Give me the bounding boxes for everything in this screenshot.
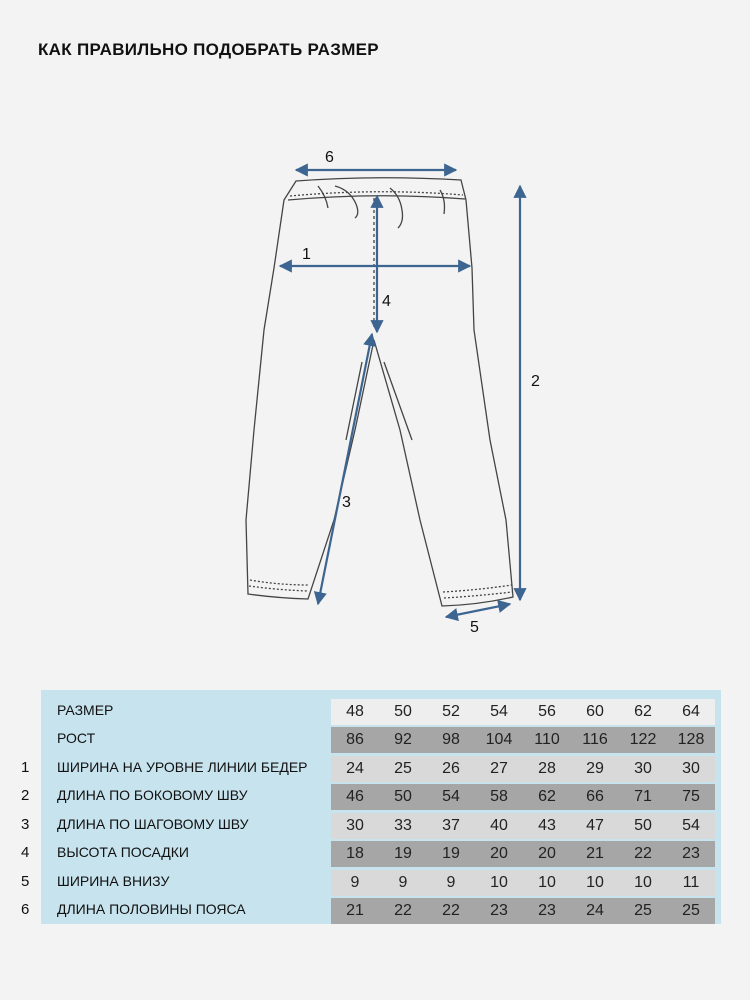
table-cell: 37: [427, 813, 475, 839]
table-cell: 60: [571, 699, 619, 725]
label-4: 4: [382, 293, 391, 310]
table-cell: 21: [571, 841, 619, 867]
table-cell: 43: [523, 813, 571, 839]
row-label: ДЛИНА ПОЛОВИНЫ ПОЯСА: [57, 901, 246, 917]
label-1: 1: [302, 246, 311, 263]
pants-outline: [246, 178, 513, 606]
table-cell: 20: [523, 841, 571, 867]
table-row: [21, 895, 721, 924]
table-cell: 50: [379, 784, 427, 810]
table-cell: 66: [571, 784, 619, 810]
size-table: [21, 690, 721, 924]
table-cell: 10: [523, 870, 571, 896]
row-cells: [331, 813, 715, 839]
table-cell: 9: [427, 870, 475, 896]
page-title: КАК ПРАВИЛЬНО ПОДОБРАТЬ РАЗМЕР: [38, 40, 379, 59]
table-cell: 40: [475, 813, 523, 839]
table-cell: 56: [523, 699, 571, 725]
arrow-inseam: [318, 334, 372, 604]
table-row: [21, 753, 721, 782]
table-cell: 30: [619, 756, 667, 782]
table-cell: 22: [427, 898, 475, 924]
table-cell: 122: [619, 727, 667, 753]
label-5: 5: [470, 619, 479, 636]
table-cell: 30: [331, 813, 379, 839]
row-label: ШИРИНА НА УРОВНЕ ЛИНИИ БЕДЕР: [57, 759, 308, 775]
table-cell: 21: [331, 898, 379, 924]
table-cell: 47: [571, 813, 619, 839]
table-cell: 98: [427, 727, 475, 753]
table-cell: 52: [427, 699, 475, 725]
row-number: 3: [21, 816, 30, 833]
row-cells: [331, 727, 715, 753]
table-cell: 22: [619, 841, 667, 867]
row-number: 6: [21, 901, 30, 918]
table-cell: 64: [667, 699, 715, 725]
label-2: 2: [531, 373, 540, 390]
table-cell: 28: [523, 756, 571, 782]
row-label: ДЛИНА ПО БОКОВОМУ ШВУ: [57, 787, 248, 803]
table-cell: 30: [667, 756, 715, 782]
table-cell: 75: [667, 784, 715, 810]
table-cell: 46: [331, 784, 379, 810]
row-cells: [331, 898, 715, 924]
table-cell: 10: [619, 870, 667, 896]
table-row: [41, 696, 721, 725]
table-cell: 50: [619, 813, 667, 839]
table-cell: 18: [331, 841, 379, 867]
row-number: 2: [21, 787, 30, 804]
table-cell: 10: [475, 870, 523, 896]
table-cell: 50: [379, 699, 427, 725]
table-cell: 19: [379, 841, 427, 867]
table-cell: 33: [379, 813, 427, 839]
table-cell: 23: [475, 898, 523, 924]
table-cell: 26: [427, 756, 475, 782]
table-cell: 104: [475, 727, 523, 753]
label-3: 3: [342, 494, 351, 511]
row-label: РОСТ: [57, 730, 96, 746]
table-row: [21, 867, 721, 896]
table-cell: 92: [379, 727, 427, 753]
table-cell: 11: [667, 870, 715, 896]
table-cell: 9: [331, 870, 379, 896]
table-cell: 25: [379, 756, 427, 782]
row-cells: [331, 699, 715, 725]
table-cell: 25: [619, 898, 667, 924]
table-row: [41, 724, 721, 753]
table-cell: 27: [475, 756, 523, 782]
table-cell: 9: [379, 870, 427, 896]
row-cells: [331, 870, 715, 896]
label-6: 6: [325, 149, 334, 166]
row-label: РАЗМЕР: [57, 702, 114, 718]
table-cell: 19: [427, 841, 475, 867]
row-cells: [331, 784, 715, 810]
row-cells: [331, 756, 715, 782]
table-cell: 71: [619, 784, 667, 810]
row-number: 5: [21, 873, 30, 890]
row-label: ВЫСОТА ПОСАДКИ: [57, 844, 189, 860]
table-cell: 128: [667, 727, 715, 753]
table-cell: 10: [571, 870, 619, 896]
table-cell: 116: [571, 727, 619, 753]
table-cell: 48: [331, 699, 379, 725]
table-cell: 24: [571, 898, 619, 924]
table-cell: 110: [523, 727, 571, 753]
table-cell: 62: [619, 699, 667, 725]
table-cell: 54: [427, 784, 475, 810]
table-cell: 23: [523, 898, 571, 924]
table-cell: 86: [331, 727, 379, 753]
row-label: ДЛИНА ПО ШАГОВОМУ ШВУ: [57, 816, 249, 832]
row-label: ШИРИНА ВНИЗУ: [57, 873, 170, 889]
row-cells: [331, 841, 715, 867]
table-cell: 62: [523, 784, 571, 810]
table-cell: 23: [667, 841, 715, 867]
table-row: [21, 810, 721, 839]
table-row: [21, 781, 721, 810]
table-row: [21, 838, 721, 867]
table-cell: 58: [475, 784, 523, 810]
table-cell: 54: [667, 813, 715, 839]
table-cell: 25: [667, 898, 715, 924]
table-cell: 29: [571, 756, 619, 782]
table-cell: 20: [475, 841, 523, 867]
table-cell: 24: [331, 756, 379, 782]
row-number: 4: [21, 844, 30, 861]
row-number: 1: [21, 759, 30, 776]
table-cell: 22: [379, 898, 427, 924]
table-cell: 54: [475, 699, 523, 725]
measurement-arrows: [280, 170, 520, 617]
